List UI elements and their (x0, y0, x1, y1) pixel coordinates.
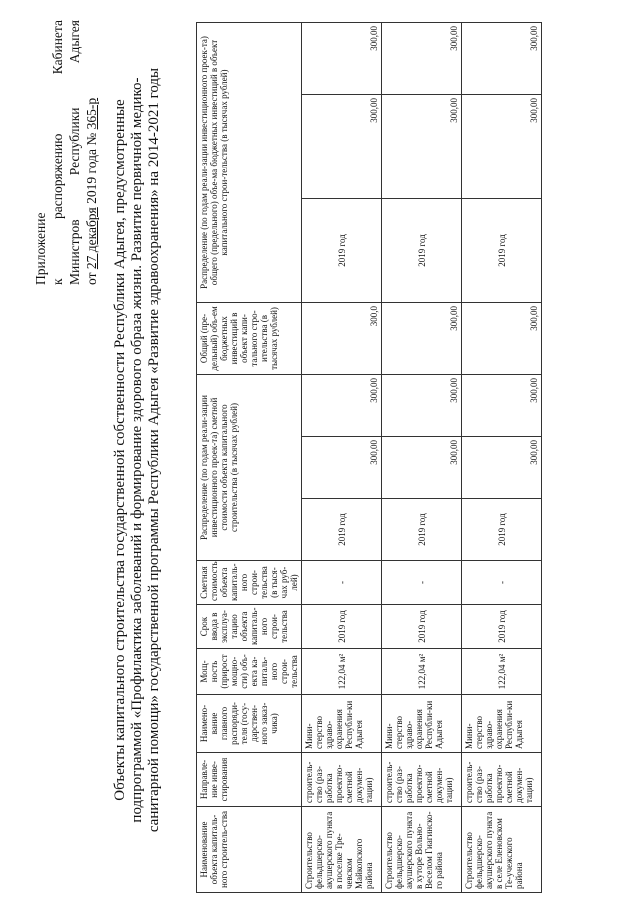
cell-budget-year: 2019 год (302, 198, 382, 302)
cell-capacity: 122,04 м² (302, 649, 382, 695)
appendix-title: Приложение (33, 212, 48, 285)
cell-budget-value: 300,00 (462, 94, 542, 198)
cell-dist-year: 2019 год (382, 499, 462, 561)
cell-name: Строительство фельдшерско-акушерского пункта в селе Еленовском Те-учежского района (462, 807, 542, 893)
cell-customer: Мини-стерство здраво-охранения Республи-ки Адыгея (462, 695, 542, 753)
cell-dist-year: 2019 год (462, 499, 542, 561)
header-direction: Направле-ние инве-стирования (197, 753, 302, 807)
document-title (112, 25, 163, 875)
header-name: Наименование объекта капиталь-ного строитель-ства (197, 807, 302, 893)
header-estimate: Сметная стоимость объекта капиталь-ного строи-тельства (в тыся-чах руб-лей) (197, 561, 302, 605)
cell-name: Строительство фельдшерско-акушерского пункта в поселке Тре-чевском Майкопского района (302, 807, 382, 893)
header-distribution-budget: Распределение (по годам реали-зации инвестиционного проек-та) общего (предельного) объе-ма бюджетных инвестиций в объект капитального строи-тельства (в тысячах рублей) (197, 22, 302, 302)
appendix-word: распоряжению (50, 133, 65, 219)
cell-dist-value: 300,00 (302, 437, 382, 499)
cell-budget-year: 2019 год (382, 198, 462, 302)
cell-estimate: - (462, 561, 542, 605)
header-deadline: Срок ввода в эксплуа-тацию объекта капиталь-ного строи-тельства (197, 605, 302, 649)
table-row (462, 22, 542, 892)
appendix-line-1 (49, 20, 66, 285)
title-line-3: санитарной помощи» государственной программы Республики Адыгея «Развитие здравоохранения» на 2014-2021 годы (146, 67, 162, 833)
cell-capacity: 122,04 м² (462, 649, 542, 695)
cell-dist-value: 300,00 (382, 437, 462, 499)
cell-name: Строительство фельдшерско-акушерского пункта в хуторе Вольно-Веселом Гиагинско-го района (382, 807, 462, 893)
cell-dist-total: 300,00 (382, 374, 462, 436)
appendix-date: 27 декабря (84, 207, 99, 270)
header-customer: Наимено-вание главного распоряди-теля (госу-дарствен-ного заказ-чика) (197, 695, 302, 753)
cell-budget-value: 300,00 (302, 94, 382, 198)
cell-budget-total: 300,00 (382, 302, 462, 374)
cell-budget-value: 300,00 (382, 94, 462, 198)
cell-budget-sum: 300,00 (462, 22, 542, 94)
cell-dist-total: 300,00 (462, 374, 542, 436)
title-line-2: подпрограммой «Профилактика заболеваний и формирование здорового образа жизни. Развитие первичной медико- (129, 77, 145, 823)
cell-estimate: - (382, 561, 462, 605)
table-row (382, 22, 462, 892)
cell-budget-year: 2019 год (462, 198, 542, 302)
appendix-adygea: Адыгея (67, 20, 82, 64)
cell-budget-sum: 300,00 (302, 22, 382, 94)
appendix-block (32, 20, 100, 285)
header-capacity: Мощ-ность (прирост мощно-сти) объ-екта ка-питаль-ного строи-тельства (197, 649, 302, 695)
cell-direction: строитель-ство (раз-работка проектно-сметной докумен-тации) (382, 753, 462, 807)
header-distribution-estimate: Распределение (по годам реали-зации инвестиционного проек-та) сметной стоимости объекта капитального строительства (в тысячах рублей) (197, 374, 302, 560)
cell-deadline: 2019 год (302, 605, 382, 649)
cell-budget-total: 300,00 (462, 302, 542, 374)
cell-deadline: 2019 год (382, 605, 462, 649)
table-header-row (197, 22, 302, 892)
cell-customer: Мини-стерство здраво-охранения Республи-ки Адыгея (382, 695, 462, 753)
appendix-line-2 (66, 20, 83, 285)
cell-capacity: 122,04 м² (382, 649, 462, 695)
cell-direction: строитель-ство (раз-работка проектно-сметной докумен-тации) (302, 753, 382, 807)
appendix-number: 365-р (84, 97, 99, 130)
table-row (302, 22, 382, 892)
appendix-k: к (50, 278, 65, 285)
cell-dist-year: 2019 год (302, 499, 382, 561)
title-line-1: Объекты капитального строительства государственной собственности Республики Адыгея, предусмотренные (112, 99, 128, 801)
header-total-budget: Общий (пре-дельный) объ-ем бюджетных инвестиций в объект капи-тального стро-ительства (в тысячах рублей) (197, 302, 302, 374)
appendix-line-3 (83, 20, 100, 285)
cell-budget-sum: 300,00 (382, 22, 462, 94)
appendix-year: 2019 года № (84, 132, 99, 204)
cell-estimate: - (302, 561, 382, 605)
appendix-from: от (84, 272, 99, 285)
cell-budget-total: 300,0 (302, 302, 382, 374)
cell-customer: Мини-стерство здраво-охранения Республи-ки Адыгея (302, 695, 382, 753)
appendix-republic: Республики (67, 107, 82, 176)
cell-dist-value: 300,00 (462, 437, 542, 499)
cell-deadline: 2019 год (462, 605, 542, 649)
appendix-ministers: Министров (67, 219, 82, 285)
cell-direction: строитель-ство (раз-работка проектно-сметной докумен-тации) (462, 753, 542, 807)
cell-dist-total: 300,00 (302, 374, 382, 436)
objects-table (196, 22, 542, 893)
appendix-cabinet: Кабинета (50, 20, 65, 75)
